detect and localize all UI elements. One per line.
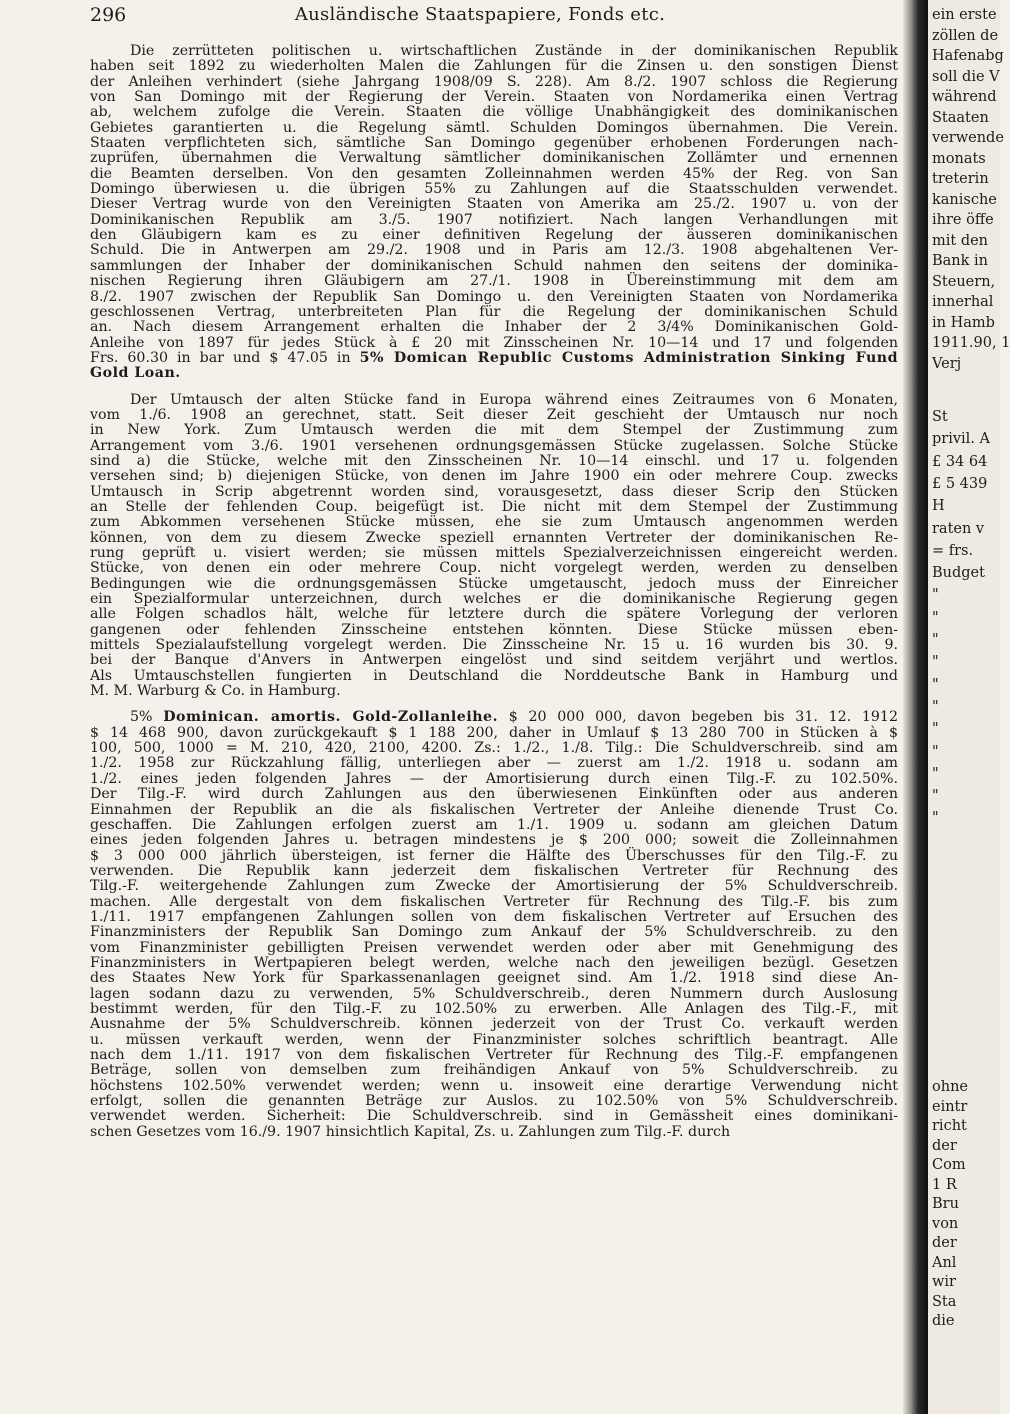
fragment-line: ": [932, 810, 939, 827]
fragment-line: Com: [932, 1157, 966, 1173]
fragment-line: Staaten: [932, 109, 989, 126]
fragment-line: Budget: [932, 565, 985, 582]
fragment-line: eintr: [932, 1098, 968, 1115]
fragment-line: £ 5 439: [932, 475, 988, 492]
paragraph-line: Anleihe von 1897 für jedes Stück à £ 20 mit Zinsscheinen Nr. 10—14 und 17 und folgenden: [90, 334, 898, 351]
paragraph-line: den Gläubigern kam es zu einer definitiven Regelung der äusseren dominikanischen: [90, 227, 898, 244]
paragraph-line: 1./11. 1917 empfangenen Zahlungen sollen von dem fiskalischen Vertreter auf Ersuchen des: [90, 908, 898, 925]
paragraph-line: in New York. Zum Umtausch werden die mit dem Stempel der Zustimmung zum: [90, 422, 898, 439]
paragraph-line: sammlungen der Inhaber der dominikanischen Schuld nahmen den seitens der dominika-: [90, 257, 898, 274]
paragraph-line: zuprüfen, übernahmen die Verwaltung sämtlicher dominikanischen Zollämter und ernennen: [90, 150, 898, 167]
paragraph-line: Umtausch in Scrip abgetrennt worden sind, vorausgesetzt, dass dieser Scrip den Stücken: [90, 483, 898, 500]
fragment-line: ": [932, 654, 939, 671]
fragment-line: Anl: [932, 1254, 957, 1271]
paragraph-line: sind a) die Stücke, welche mit den Zinsscheinen Nr. 10—14 einschl. und 17 u. folgenden: [90, 452, 898, 469]
paragraph-line: von San Domingo mit der Regierung der Verein. Staaten von Nordamerika einen Vertrag: [90, 89, 898, 106]
fragment-line: mit den: [932, 232, 989, 249]
paragraph-line: 100, 500, 1000 = M. 210, 420, 2100, 4200. Zs.: 1./2., 1./8. Tilg.: Die Schuldverschreib. sind am: [90, 740, 898, 757]
paragraph-line: Stücke, von denen ein oder mehrere Coup. nicht vorgelegt werden, werden zu denselben: [90, 560, 898, 577]
main-text-column: [90, 44, 898, 1414]
line-text: 5%: [130, 709, 164, 726]
paragraph-line: nischen Regierung ihren Gläubigern am 27./1. 1908 in Übereinstimmung mit dem am: [90, 273, 898, 290]
paragraph-line: schen Gesetzes vom 16./9. 1907 hinsichtlich Kapital, Zs. u. Zahlungen zum Tilg.-F. durch: [90, 1123, 731, 1140]
paragraph-line: M. M. Warburg & Co. in Hamburg.: [90, 683, 341, 700]
paragraph-line: der Anleihen verhindert (siehe Jahrgang 1908/09 S. 228). Am 8./2. 1907 schloss die Regierung: [90, 73, 898, 90]
fragment-line: verwende: [932, 130, 1004, 146]
paragraph-line: [90, 710, 898, 725]
paragraph-exchange: [90, 393, 898, 700]
fragment-line: kanische: [932, 191, 997, 208]
fragment-line: richt: [932, 1118, 967, 1134]
fragment-line: St: [932, 409, 948, 425]
fragment-line: ": [932, 788, 939, 805]
fragment-line: ": [932, 721, 939, 738]
fragment-line: der: [932, 1137, 957, 1154]
fragment-line: Sta: [932, 1293, 957, 1310]
fragment-line: soll die V: [932, 68, 1000, 85]
page-header: [60, 4, 900, 30]
paragraph-line: zum Abkommen versehenen Stücke müssen, ehe sie zum Umtausch angenommen werden: [90, 514, 898, 531]
paragraph-line: Arrangement vom 3./6. 1901 versehenen ordnungsgemässen Stücke zugelassen. Solche Stücke: [90, 437, 898, 454]
paragraph-line: Einnahmen der Republik an die als fiskalischen Vertreter der Anleihe dienende Trust Co.: [90, 801, 898, 818]
adjacent-page-fragment: [928, 0, 1010, 1414]
paragraph-line: des Staates New York für Sparkassenanlagen geeignet sind. Am 1./2. 1918 sind diese An-: [90, 970, 898, 987]
paragraph-line: Der Tilg.-F. wird durch Zahlungen aus den überwiesenen Einkünften oder aus anderen: [90, 786, 898, 803]
paragraph-line: 1./2. 1958 zur Rückzahlung fällig, unterliegen aber — zuerst am 1./2. 1918 u. sodann am: [90, 755, 898, 772]
paragraph-line: an Stelle der fehlenden Coup. beigefügt ist. Die nicht mit dem Stempel der Zustimmung: [90, 498, 898, 515]
paragraph-line: verwendet werden. Sicherheit: Die Schuldverschreib. sind in Gemässheit eines dominikani-: [90, 1108, 898, 1125]
fragment-line: H: [932, 498, 945, 515]
paragraph-line: 8./2. 1907 zwischen der Republik San Domingo u. den Vereinigten Staaten von Nordamerika: [90, 288, 898, 305]
paragraph-line: Die zerrütteten politischen u. wirtschaftlichen Zustände in der dominikanischen Republik: [130, 43, 898, 59]
fragment-line: Bru: [932, 1196, 959, 1212]
line-text: Frs. 60.30 in bar und $ 47.05 in: [90, 349, 360, 366]
fragment-line: ": [932, 632, 939, 648]
paragraph-gold-loan: [90, 726, 898, 1140]
paragraph-line: Ausnahme der 5% Schuldverschreib. können jederzeit von der Trust Co. verkauft werden: [90, 1016, 898, 1033]
paragraph-line: versehen sind; b) diejenigen Stücke, von denen im Jahre 1900 ein oder mehrere Coup. zwecks: [90, 468, 898, 485]
fragment-line: ": [932, 609, 939, 626]
fragment-line: ihre öffe: [932, 212, 994, 228]
paragraph-line: $ 14 468 900, davon zurückgekauft $ 1 188 200, daher in Umlauf $ 13 280 700 in Stücken à $: [90, 724, 898, 741]
line-text: $ 20 000 000, davon begeben bis 31. 12. 1912: [498, 709, 898, 726]
paragraph-debt-history: [90, 44, 898, 351]
paragraph-line: ein Spezialformular unterzeichnen, durch welches er die dominikanische Regierung gegen: [90, 591, 898, 608]
paragraph-line: Schuld. Die in Antwerpen am 29./2. 1908 und in Paris am 12./3. 1908 abgehaltenen Ver-: [90, 242, 898, 259]
loan-title-end: Gold Loan.: [90, 365, 181, 382]
paragraph-line: geschlossenen Vertrag, unterbreiteten Plan für die Regelung der dominikanischen Schuld: [90, 303, 898, 320]
fragment-line: ": [932, 587, 939, 604]
fragment-line: der: [932, 1235, 957, 1251]
paragraph-line: Beträge, sollen von demselben zum freihändigen Ankauf von 5% Schuldverschreib. zu: [90, 1062, 898, 1079]
fragment-line: 1911.90, 1: [932, 335, 1010, 351]
paragraph-gap: [90, 382, 898, 393]
paragraph-line: Dieser Vertrag wurde von den Vereinigten Staaten von Amerika am 25./2. 1907 u. von der: [90, 196, 898, 213]
paragraph-line: verwenden. Die Republik kann jederzeit dem fiskalischen Vertreter für Rechnung des: [90, 862, 898, 879]
fragment-line: innerhal: [932, 294, 994, 310]
running-title: Ausländische Staatspapiere, Fonds etc.: [294, 4, 666, 25]
fragment-line: 1 R: [932, 1176, 957, 1193]
paragraph-line: die Beamten derselben. Von den gesamten Zolleinnahmen werden 45% der Reg. von San: [90, 165, 898, 182]
paragraph-line: Der Umtausch der alten Stücke fand in Europa während eines Zeitraumes von 6 Monaten,: [130, 391, 898, 408]
paragraph-line: an. Nach diesem Arrangement erhalten die Inhaber der 2 3/4% Dominikanischen Gold-: [90, 319, 898, 336]
fragment-line: ": [932, 676, 939, 693]
paragraph-line: vom Finanzminister gebilligten Preisen verwendet werden oder aber mit Genehmigung des: [90, 939, 898, 956]
fragment-line: ": [932, 765, 939, 782]
fragment-line: monats: [932, 150, 986, 167]
paragraph-line: Tilg.-F. weitergehende Zahlungen zum Zwecke der Amortisierung der 5% Schuldverschreib.: [90, 878, 898, 895]
paragraph-line: haben seit 1892 zu wiederholten Malen die Zahlungen für die Zinsen u. den sonstigen Dienst: [90, 58, 898, 75]
fragment-line: Verj: [932, 355, 962, 372]
paragraph-line: [90, 366, 898, 381]
paragraph-line: Finanzministers der Republik San Domingo zum Ankauf der 5% Schuldverschreib. zu den: [90, 924, 898, 941]
paragraph-line: ab, welchem zufolge die Verein. Staaten die völlige Unabhängigkeit des dominikanischen: [90, 104, 898, 121]
fragment-line: die: [932, 1313, 955, 1329]
paragraph-line: Staaten verpflichteten sich, sämtliche San Domingo gegenüber erhobenen Forderungen nach-: [90, 135, 898, 152]
paragraph-line: können, von dem zu diesem Zwecke speziell ernannten Vertreter der dominikanischen Re-: [90, 529, 898, 546]
loan-title: 5% Domican Republic Customs Administration Sinking Fund: [359, 349, 898, 366]
paragraph-line: Bedingungen wie die ordnungsgemässen Stücke umgetauscht, jedoch muss der Einreicher: [90, 575, 898, 592]
fragment-line: Bank in: [932, 253, 989, 269]
paragraph-line: bei der Banque d'Anvers in Antwerpen eingelöst und sind seitdem verjährt und wertlos.: [90, 652, 898, 669]
fragment-line: Steuern,: [932, 273, 996, 290]
fragment-line: privil. A: [932, 431, 991, 448]
fragment-line: ein erste: [932, 7, 997, 23]
paragraph-line: nach dem 1./11. 1917 von dem fiskalischen Vertreter für Rechnung des Tilg.-F. empfangenen: [90, 1047, 898, 1063]
fragment-line: ": [932, 743, 939, 760]
fragment-line: in Hamb: [932, 314, 995, 331]
paragraph-line: geschaffen. Die Zahlungen erfolgen zuerst am 1./1. 1909 u. sodann am gleichen Datum: [90, 816, 898, 833]
paragraph-line: $ 3 000 000 jährlich übersteigen, ist ferner die Hälfte des Überschusses für den Tilg.-F. zu: [90, 847, 898, 864]
fragment-line: von: [932, 1215, 959, 1232]
page-number: 296: [90, 4, 127, 26]
fragment-line: ": [932, 698, 939, 715]
fragment-line: während: [932, 89, 997, 105]
paragraph-line: 1./2. eines jeden folgenden Jahres — der Amortisierung durch einen Tilg.-F. zu 102.50%.: [90, 770, 898, 787]
paragraph-line: rung geprüft u. visiert werden; sie müssen mittels Spezialverzeichnissen eingereicht werden.: [90, 545, 898, 561]
book-gutter: [903, 0, 928, 1414]
paragraph-line: lagen sodann dazu zu verwenden, 5% Schuldverschreib., deren Nummern durch Auslosung: [90, 985, 898, 1002]
paragraph-line: Finanzministers in Wertpapieren belegt werden, welche nach den jeweiligen bezügl. Gesetzen: [90, 954, 898, 971]
paragraph-line: bestimmt werden, für den Tilg.-F. zu 102.50% zu erwerben. Alle Anlagen des Tilg.-F., mit: [90, 1000, 898, 1017]
fragment-line: £ 34 64: [932, 453, 988, 470]
fragment-line: Hafenabg: [932, 48, 1004, 64]
paragraph-line: eines jeden folgenden Jahres u. betragen mindestens je $ 200 000; soweit die Zolleinnahmen: [90, 832, 898, 849]
fragment-line: zöllen de: [932, 27, 999, 44]
fragment-line: = frs.: [932, 542, 974, 559]
paragraph-line: Gebietes garantierten u. die Regelung sämtl. Schulden Domingos übernahmen. Die Verein.: [90, 119, 898, 136]
fragment-line: raten v: [932, 520, 985, 537]
paragraph-line: [90, 351, 898, 366]
paragraph-line: u. müssen verkauft werden, wenn der Finanzminister solches schriftlich beantragt. Alle: [90, 1031, 898, 1048]
fragment-line: treterin: [932, 171, 989, 187]
paragraph-line: vom 1./6. 1908 an gerechnet, statt. Seit dieser Zeit geschieht der Umtausch nur noch: [90, 406, 898, 423]
paragraph-line: höchstens 102.50% verwendet werden; wenn u. insoweit eine derartige Verwendung nicht: [90, 1077, 898, 1094]
loan-heading: Dominican. amortis. Gold-Zollanleihe.: [163, 709, 499, 726]
paragraph-line: Als Umtauschstellen fungierten in Deutschland die Norddeutsche Bank in Hamburg und: [90, 667, 898, 684]
paragraph-line: alle Folgen schadlos hält, welche für letztere durch die spätere Vorlegung der verloren: [90, 606, 898, 623]
paragraph-line: machen. Alle dergestalt von dem fiskalischen Vertreter für Rechnung des Tilg.-F. bis zum: [90, 893, 898, 910]
paragraph-line: erfolgt, sollen die genannten Beträge zur Auslos. zu 102.50% von 5% Schuldverschreib.: [90, 1093, 898, 1110]
fragment-line: wir: [932, 1274, 956, 1290]
fragment-line: ohne: [932, 1079, 968, 1095]
paragraph-line: mittels Spezialaufstellung vorgelegt werden. Die Zinsscheine Nr. 15 u. 16 wurden bis 30. 9.: [90, 637, 898, 654]
paragraph-line: gangenen oder fehlenden Zinsscheine entstehen könnten. Diese Stücke müssen eben-: [90, 621, 898, 638]
paragraph-line: Domingo überwiesen u. die übrigen 55% zu Zahlungen auf die Staatsschulden verwendet.: [90, 181, 898, 198]
paragraph-line: Dominikanischen Republik am 3./5. 1907 notifiziert. Nach langen Verhandlungen mit: [90, 211, 898, 228]
